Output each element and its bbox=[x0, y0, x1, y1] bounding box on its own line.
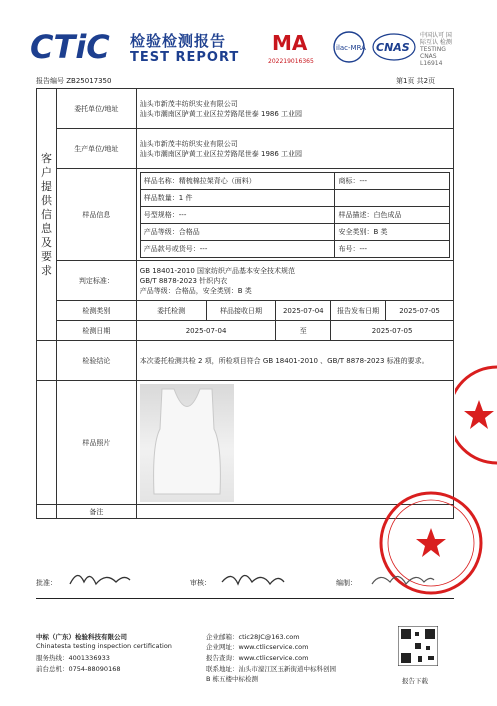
test-date-to: 至 bbox=[276, 321, 331, 341]
conclusion-text: 本次委托检测共检 2 项，所检项目符合 GB 18401-2010 、GB/T 8878-2023 标准的要求。 bbox=[136, 341, 453, 381]
qr-code-icon[interactable] bbox=[398, 626, 438, 666]
photo-label: 样品照片 bbox=[56, 381, 136, 505]
report-number: 报告编号 ZB25017350 bbox=[36, 77, 112, 85]
test-date-label: 检测日期 bbox=[56, 321, 136, 341]
report-title-en: TEST REPORT bbox=[130, 50, 240, 65]
customer-section-label: 客户提供信息及要求 bbox=[37, 89, 57, 341]
footer-email: 企业邮箱：ctic28JC@163.com bbox=[206, 633, 300, 641]
qr-caption: 报告下载 bbox=[402, 677, 428, 685]
svg-text:MA: MA bbox=[272, 31, 308, 55]
test-type-value: 委托检测 bbox=[136, 301, 206, 321]
reviewer-signature bbox=[218, 566, 288, 590]
svg-text:CNAS: CNAS bbox=[376, 41, 410, 54]
review-label: 审核： bbox=[190, 579, 211, 587]
approver-signature bbox=[66, 566, 136, 590]
prepare-label: 编制： bbox=[336, 579, 357, 587]
test-type-label: 检测类别 bbox=[56, 301, 136, 321]
test-date-end: 2025-07-05 bbox=[331, 321, 454, 341]
sample-info: 样品名称：精梳棉拉架背心（面料） 商标：--- 样品数量：1 件 号型规格：--- 样品描述：白色成品 产品等级：合格品 安全类别：B 类 产品款号或货号：--- 布号：--- bbox=[136, 169, 453, 261]
approve-label: 批准： bbox=[36, 579, 57, 587]
cma-mark-icon bbox=[270, 30, 320, 60]
cma-code: 202219016365 bbox=[268, 58, 314, 65]
producer-label: 生产单位/地址 bbox=[56, 129, 136, 169]
ctic-logo bbox=[30, 28, 125, 64]
receive-date: 2025-07-04 bbox=[276, 301, 331, 321]
footer-address-2: B 栋五楼中标检测 bbox=[206, 675, 259, 683]
cnas-note: 中国认可 国际互认 检测 TESTING CNAS L16914 bbox=[420, 32, 452, 67]
ilac-mra-icon bbox=[332, 30, 366, 64]
issue-date-label: 报告发布日期 bbox=[331, 301, 386, 321]
client-label: 委托单位/地址 bbox=[56, 89, 136, 129]
issue-date: 2025-07-05 bbox=[386, 301, 454, 321]
footer-address: 联系地址：汕头市濠江区玉新街道中标科创园 bbox=[206, 665, 336, 673]
sample-label: 样品信息 bbox=[56, 169, 136, 261]
preparer-signature bbox=[368, 566, 438, 590]
sample-photo bbox=[140, 384, 234, 502]
standard-label: 判定标准： bbox=[56, 261, 136, 301]
footer-org-en: Chinatesta testing inspection certification bbox=[36, 642, 172, 650]
receive-date-label: 样品接收日期 bbox=[206, 301, 276, 321]
footer-report-check: 报告查询：www.ctlicservice.com bbox=[206, 654, 309, 662]
conclusion-label: 检验结论 bbox=[56, 341, 136, 381]
svg-text:ilac-MRA: ilac-MRA bbox=[336, 44, 366, 52]
cnas-icon bbox=[372, 32, 416, 62]
report-table bbox=[36, 88, 454, 519]
footer-org-cn: 中标（广东）检验科技有限公司 bbox=[36, 633, 127, 641]
standard-info: GB 18401-2010 国家纺织产品基本安全技术规范 GB/T 8878-2023 针织内衣 产品等级：合格品，安全类别：B 类 bbox=[136, 261, 453, 301]
remark-label: 备注 bbox=[56, 505, 136, 519]
footer-service: 服务热线：4001336933 bbox=[36, 654, 110, 662]
side-seal-stamp bbox=[455, 360, 497, 470]
test-date-start: 2025-07-04 bbox=[136, 321, 276, 341]
client-info: 汕头市新茂丰纺织实业有限公司 汕头市潮南区胪黄工业区拉芳路尾世泰 1986 工业园 bbox=[136, 89, 453, 129]
report-title-cn: 检验检测报告 bbox=[130, 32, 227, 50]
page-number: 第1页 共2页 bbox=[396, 77, 436, 85]
svg-text:CTiC: CTiC bbox=[30, 28, 110, 64]
photo-cell bbox=[136, 381, 453, 505]
footer-web: 企业网址：www.ctlicservice.com bbox=[206, 643, 309, 651]
footer-phone: 前台总机：0754-88090168 bbox=[36, 665, 121, 673]
producer-info: 汕头市新茂丰纺织实业有限公司 汕头市潮南区胪黄工业区拉芳路尾世泰 1986 工业园 bbox=[136, 129, 453, 169]
